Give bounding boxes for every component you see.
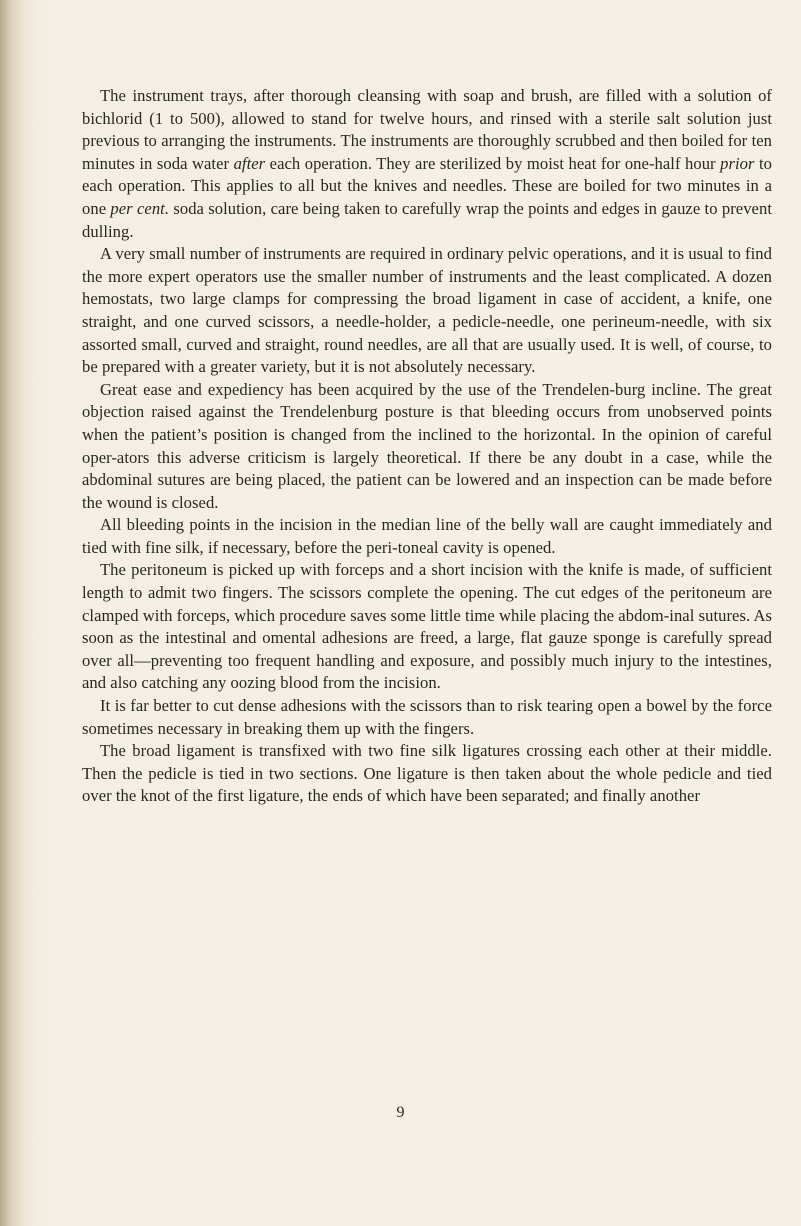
paragraph-2 [82, 243, 772, 379]
italic-segment: after [233, 153, 266, 173]
text-segment: Great ease and expediency has been acquired by the use of the Trendelen-burg incline. The great objection raised against the Trendelenburg posture is that bleeding occurs from unobserved points when the patient’s position is changed from the inclined to the horizontal. In the opinion of careful oper-ators this adverse criticism is largely theoretical. If there be any doubt in a case, while the abdominal sutures are being placed, the patient can be lowered and an inspection can be made before the wound is closed. [82, 379, 772, 512]
italic-segment: prior [720, 153, 755, 173]
paragraph-5 [82, 559, 772, 695]
paragraph-6 [82, 695, 772, 740]
paragraph-4 [82, 514, 772, 559]
body-text [82, 85, 772, 808]
paragraph-1 [82, 85, 772, 243]
text-segment: soda solution, care being taken to carefully wrap the points and edges in gauze to prevent dulling. [82, 198, 772, 241]
text-segment: It is far better to cut dense adhesions with the scissors than to risk tearing open a bowel by the force sometimes necessary in breaking them up with the fingers. [82, 696, 772, 738]
text-segment: The broad ligament is transfixed with two fine silk ligatures crossing each other at their middle. Then the pedicle is tied in two sections. One ligature is then taken about the whole pedicle and tied over the knot of the first ligature, the ends of which have been separated; and finally another [82, 741, 772, 806]
text-segment: The instrument trays, after thorough cleansing with soap and brush, are filled with a solution of bichlorid (1 to 500), allowed to stand for twelve hours, and rinsed with a sterile salt solution just previous to arranging the instruments. The instruments are thoroughly scrubbed and then boiled for ten minutes in soda water [82, 86, 772, 173]
text-segment: A very small number of instruments are required in ordinary pelvic operations, and it is usual to find the more expert operators use the smaller number of instruments and the least complicated. A dozen hemostats, two large clamps for compressing the broad ligament in case of accident, a knife, one straight, and one curved scissors, a needle-holder, a pedicle-needle, one perineum-needle, with six assorted small, curved and straight, round needles, are all that are usually used. It is well, of course, to be prepared with a greater variety, but it is not absolutely necessary. [82, 244, 772, 377]
italic-segment: per cent. [110, 198, 170, 218]
page-edge-shadow [0, 0, 26, 1226]
text-segment: The peritoneum is picked up with forceps and a short incision with the knife is made, of sufficient length to admit two fingers. The scissors complete the opening. The cut edges of the peritoneum are clamped with forceps, which procedure saves some little time while placing the abdom-inal sutures. As soon as the intestinal and omental adhesions are freed, a large, flat gauze sponge is carefully spread over all—preventing too frequent handling and exposure, and possibly much injury to the intestines, and also catching any oozing blood from the incision. [82, 560, 772, 693]
paragraph-3 [82, 379, 772, 515]
text-segment: each operation. They are sterilized by moist heat for one-half hour [265, 153, 721, 173]
page-number: 9 [396, 1104, 405, 1121]
paragraph-7 [82, 740, 772, 808]
text-segment: to each operation. This applies to all but the knives and needles. These are boiled for two minutes in a one [82, 153, 772, 218]
text-segment: All bleeding points in the incision in the median line of the belly wall are caught immediately and tied with fine silk, if necessary, before the peri-toneal cavity is opened. [82, 515, 772, 557]
